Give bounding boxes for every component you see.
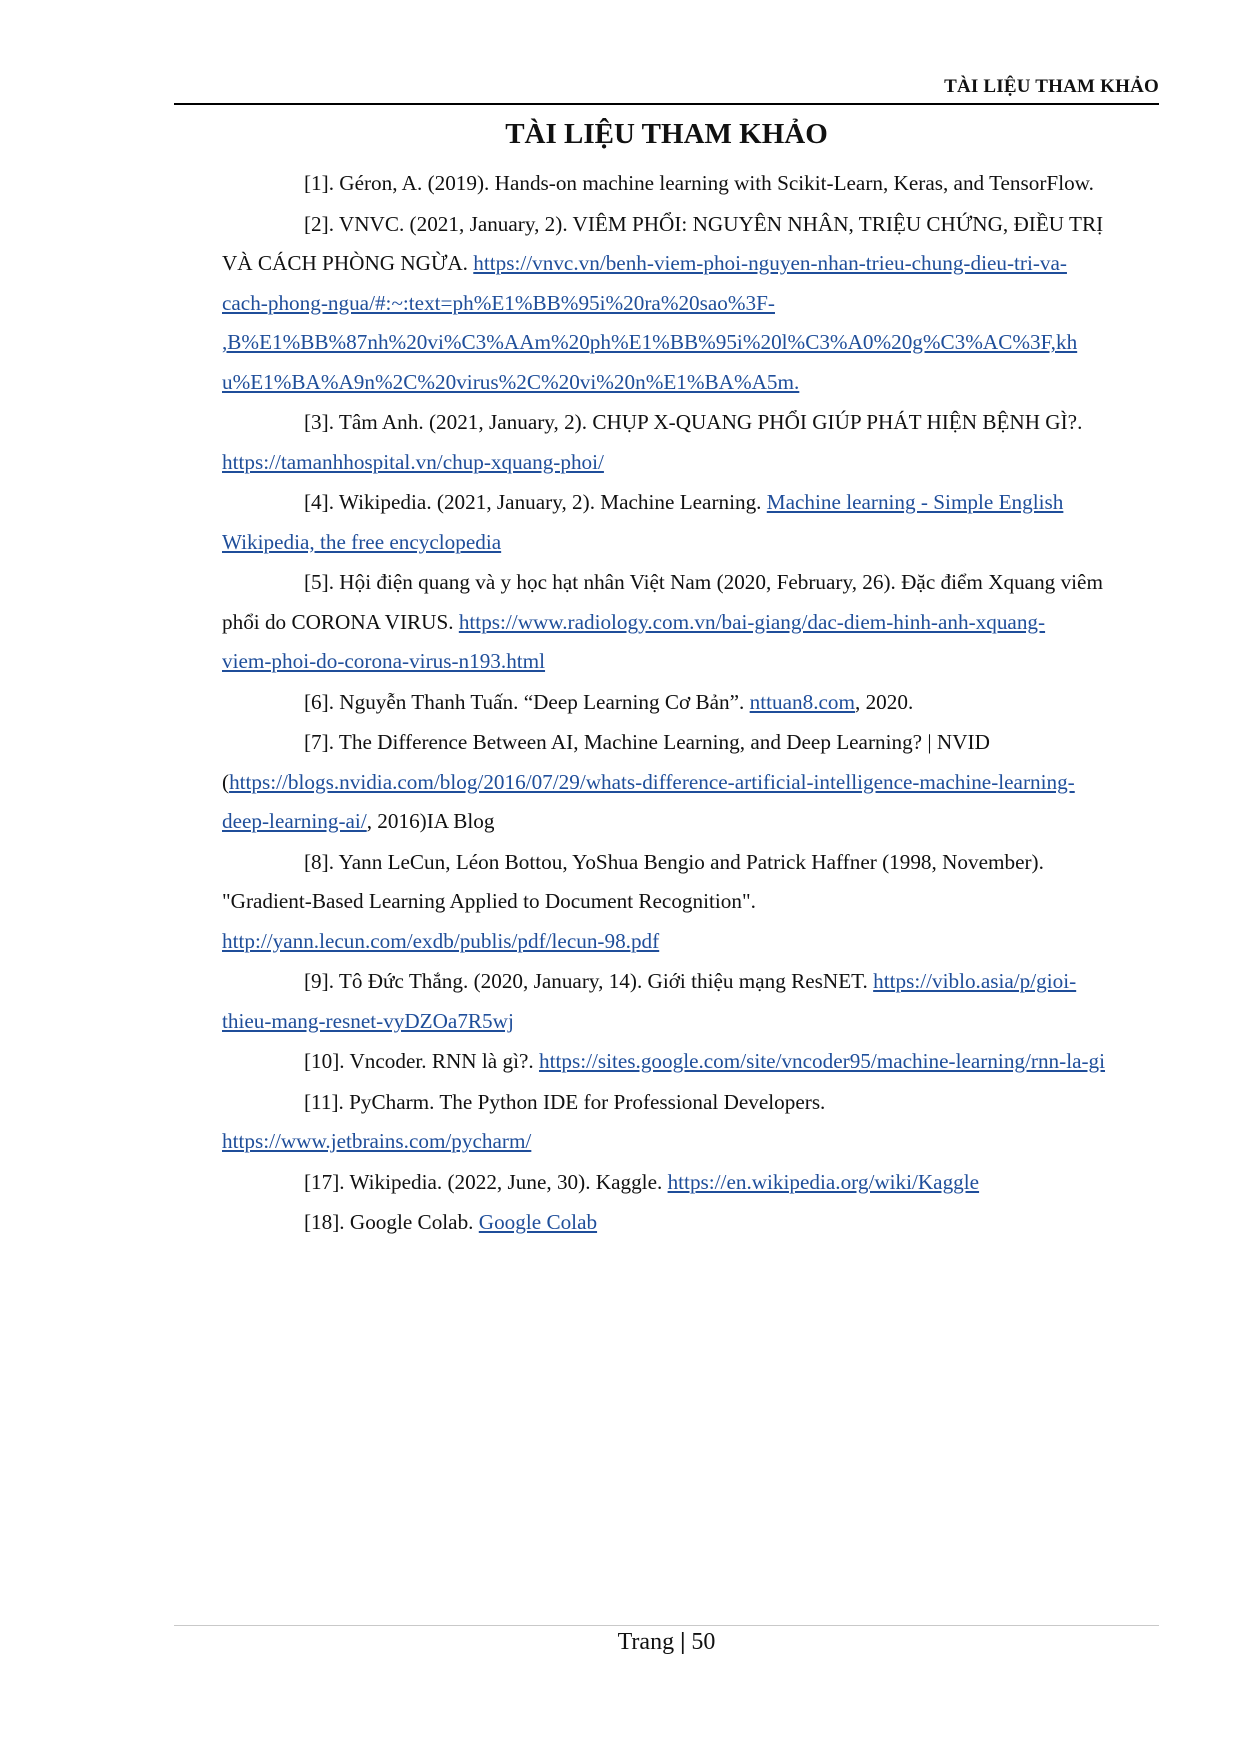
reference-link[interactable]: https://en.wikipedia.org/wiki/Kaggle	[667, 1169, 980, 1194]
page-title: TÀI LIỆU THAM KHẢO	[505, 118, 828, 150]
reference-link[interactable]: Wikipedia, the free encyclopedia	[222, 529, 502, 554]
reference-line	[222, 244, 1160, 284]
reference-line	[222, 962, 1160, 1002]
reference-item	[222, 1163, 1160, 1203]
reference-line	[222, 1002, 1160, 1042]
page-label: Trang	[617, 1629, 675, 1655]
reference-line	[222, 164, 1160, 204]
footer-rule	[174, 1625, 1159, 1626]
reference-list	[222, 164, 1160, 1244]
reference-text: [1]. Géron, A. (2019). Hands-on machine learning with Scikit-Learn, Keras, and TensorFlow.	[304, 171, 1094, 195]
reference-text: "Gradient-Based Learning Applied to Document Recognition".	[222, 889, 756, 913]
reference-link[interactable]: Machine learning - Simple English	[766, 490, 1064, 514]
reference-link[interactable]: viem-phoi-do-corona-virus-n193.html	[222, 649, 546, 673]
reference-line	[222, 642, 1160, 682]
reference-item	[222, 164, 1160, 204]
reference-link[interactable]: Google Colab	[478, 1210, 598, 1234]
reference-line	[222, 1042, 1160, 1082]
reference-line	[222, 323, 1160, 363]
reference-link[interactable]: thieu-mang-resnet-vyDZOa7R5wj	[222, 1008, 514, 1033]
reference-text: [7]. The Difference Between AI, Machine Learning, and Deep Learning? | NVID	[304, 730, 990, 754]
reference-line	[222, 363, 1160, 403]
reference-link[interactable]: https://sites.google.com/site/vncoder95/machine-learning/rnn-la-gi	[538, 1049, 1106, 1073]
reference-line	[222, 483, 1160, 523]
reference-item	[222, 962, 1160, 1041]
reference-link[interactable]: https://blogs.nvidia.com/blog/2016/07/29/whats-difference-artificial-intelligence-machine-learning-	[229, 769, 1075, 794]
page-footer	[174, 1629, 1159, 1656]
reference-line	[222, 1122, 1160, 1162]
reference-line	[222, 563, 1160, 603]
reference-line	[222, 763, 1160, 803]
reference-line	[222, 843, 1160, 883]
reference-item	[222, 843, 1160, 962]
reference-link[interactable]: https://vnvc.vn/benh-viem-phoi-nguyen-nhan-trieu-chung-dieu-tri-va-	[473, 251, 1067, 275]
reference-line	[222, 1203, 1160, 1243]
reference-link[interactable]: https://viblo.asia/p/gioi-	[873, 969, 1077, 993]
reference-link[interactable]: ,B%E1%BB%87nh%20vi%C3%AAm%20ph%E1%BB%95i%20l%C3%A0%20g%C3%AC%3F,kh	[222, 330, 1078, 354]
reference-line	[222, 523, 1160, 563]
reference-item	[222, 205, 1160, 403]
header-rule	[174, 103, 1159, 105]
reference-text: [2]. VNVC. (2021, January, 2). VIÊM PHỔI: NGUYÊN NHÂN, TRIỆU CHỨNG, ĐIỀU TRỊ	[304, 211, 1104, 236]
reference-line	[222, 443, 1160, 483]
reference-link[interactable]: https://www.radiology.com.vn/bai-giang/dac-diem-hinh-anh-xquang-	[458, 609, 1046, 634]
reference-line	[222, 882, 1160, 922]
reference-text: [9]. Tô Đức Thắng. (2020, January, 14). Giới thiệu mạng ResNET.	[304, 969, 874, 993]
reference-text: (	[222, 769, 230, 794]
running-header: TÀI LIỆU THAM KHẢO	[944, 76, 1159, 97]
reference-text: [5]. Hội điện quang và y học hạt nhân Việt Nam (2020, February, 26). Đặc điểm Xquang viêm	[304, 570, 1103, 594]
reference-link[interactable]: nttuan8.com	[749, 689, 855, 714]
reference-text: [6]. Nguyễn Thanh Tuấn. “Deep Learning Cơ Bản”.	[304, 689, 750, 714]
reference-line	[222, 1083, 1160, 1123]
reference-item	[222, 1203, 1160, 1243]
reference-line	[222, 683, 1160, 723]
reference-line	[222, 922, 1160, 962]
reference-line	[222, 205, 1160, 245]
reference-item	[222, 1083, 1160, 1162]
reference-text: [10]. Vncoder. RNN là gì?.	[304, 1049, 539, 1073]
reference-item	[222, 683, 1160, 723]
reference-item	[222, 1042, 1160, 1082]
reference-text: [8]. Yann LeCun, Léon Bottou, YoShua Bengio and Patrick Haffner (1998, November).	[304, 849, 1044, 874]
reference-text: [17]. Wikipedia. (2022, June, 30). Kaggle.	[304, 1169, 668, 1194]
reference-text: , 2020.	[854, 689, 914, 714]
reference-line	[222, 603, 1160, 643]
reference-link[interactable]: deep-learning-ai/	[222, 809, 367, 833]
page-number: 50	[691, 1629, 716, 1655]
reference-line	[222, 403, 1160, 443]
reference-link[interactable]: cach-phong-ngua/#:~:text=ph%E1%BB%95i%20ra%20sao%3F-	[222, 290, 775, 315]
reference-line	[222, 723, 1160, 763]
reference-text: VÀ CÁCH PHÒNG NGỪA.	[222, 251, 474, 275]
reference-text: phổi do CORONA VIRUS.	[222, 609, 459, 634]
reference-line	[222, 802, 1160, 842]
reference-link[interactable]: http://yann.lecun.com/exdb/publis/pdf/lecun-98.pdf	[222, 928, 660, 953]
reference-text: [11]. PyCharm. The Python IDE for Professional Developers.	[304, 1089, 826, 1114]
reference-item	[222, 483, 1160, 562]
reference-text: , 2016)IA Blog	[366, 809, 495, 833]
reference-text: [18]. Google Colab.	[304, 1210, 479, 1234]
reference-item	[222, 563, 1160, 682]
reference-link[interactable]: https://tamanhhospital.vn/chup-xquang-phoi/	[222, 449, 604, 474]
reference-item	[222, 723, 1160, 842]
reference-text: [3]. Tâm Anh. (2021, January, 2). CHỤP X-QUANG PHỔI GIÚP PHÁT HIỆN BỆNH GÌ?.	[304, 410, 1083, 434]
page-separator: |	[680, 1629, 686, 1655]
reference-link[interactable]: u%E1%BA%A9n%2C%20virus%2C%20vi%20n%E1%BA%A5m.	[222, 369, 800, 394]
reference-line	[222, 284, 1160, 324]
reference-link[interactable]: https://www.jetbrains.com/pycharm/	[222, 1129, 532, 1153]
reference-line	[222, 1163, 1160, 1203]
reference-item	[222, 403, 1160, 482]
reference-text: [4]. Wikipedia. (2021, January, 2). Machine Learning.	[304, 490, 767, 514]
